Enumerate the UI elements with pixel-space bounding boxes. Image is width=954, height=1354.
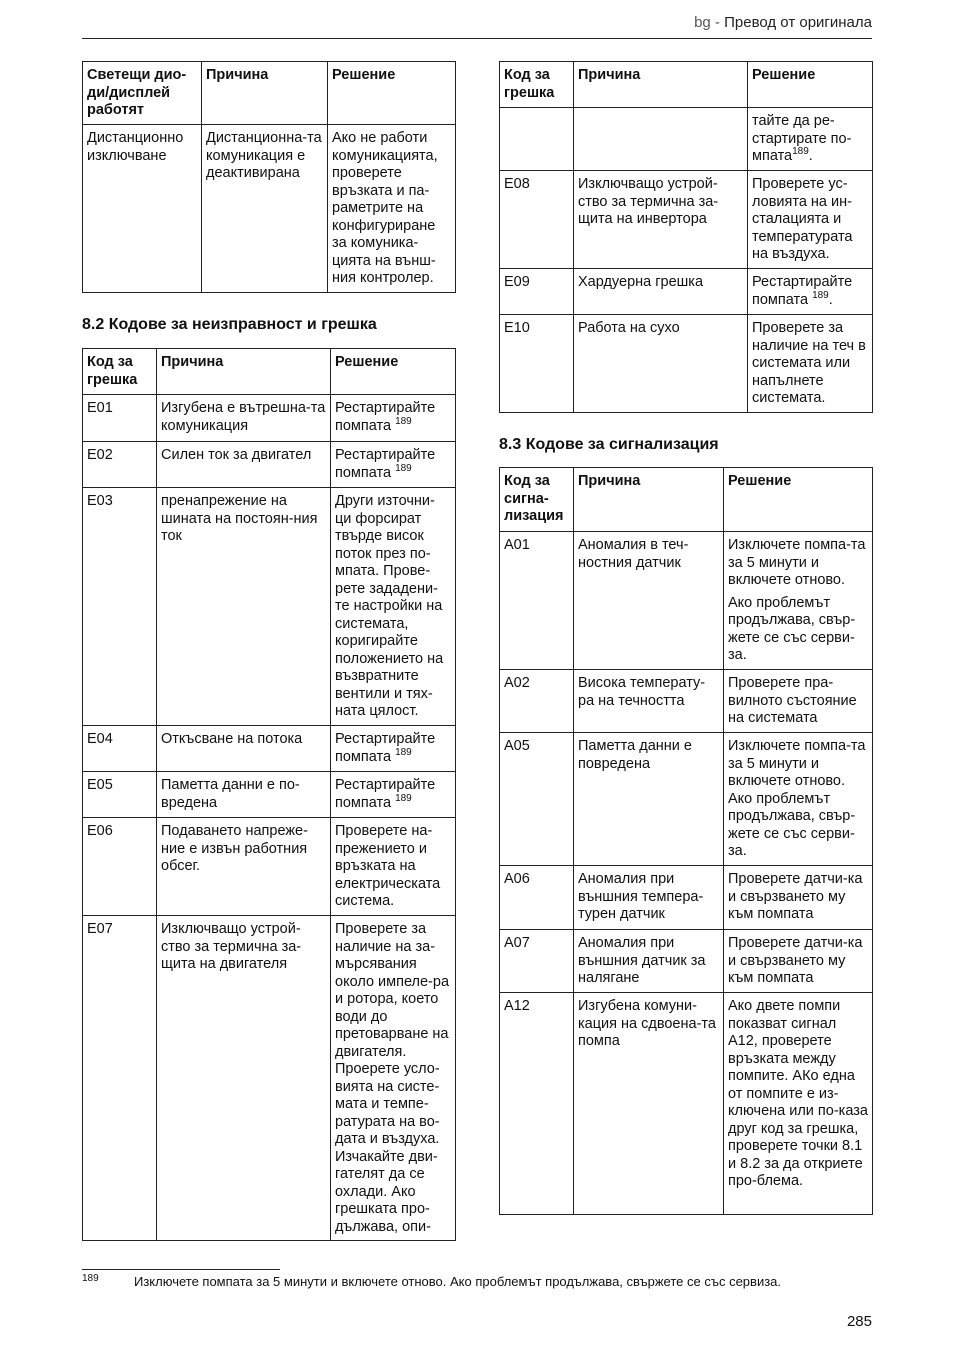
- cause-cell: Изгубена комуни-кация на сдвоена-та помпа: [574, 993, 724, 1215]
- solution-text: Рестартирайте помпата: [335, 447, 436, 481]
- solution-cell: [331, 395, 456, 442]
- solution-text: Рестартирайте помпата: [752, 274, 853, 308]
- cause-cell: Аномалия при външния датчик за налягане: [574, 930, 724, 993]
- solution-cell: [724, 532, 873, 670]
- code-cell: E08: [500, 171, 574, 269]
- table-row: [500, 532, 873, 670]
- cause-cell: Паметта данни е повредена: [574, 733, 724, 866]
- solution-cell: Проверете пра-вилното състояние на системата: [724, 670, 873, 733]
- cause-cell: [574, 108, 748, 171]
- solution-cell: Други източни-ци форсират твърде висок поток през по-мпата. Прове-рете зададени-те настройки на системата, коригирайте положението на възвратните вентили и тях-ната цялост.: [331, 488, 456, 726]
- footnote-ref: 189: [395, 462, 412, 474]
- solution-cell: Проверете на-прежението и връзката на електрическата система.: [331, 818, 456, 916]
- table-row: [83, 395, 456, 442]
- cause-cell: Откъсване на потока: [157, 726, 331, 772]
- table-row: [83, 125, 456, 293]
- cause-cell: Силен ток за двигател: [157, 442, 331, 488]
- footnote-rule: [82, 1269, 280, 1270]
- section-heading-8-3: 8.3 Кодове за сигнализация: [499, 436, 719, 453]
- table-header-row: [500, 468, 873, 532]
- column-header: Причина: [202, 62, 328, 125]
- table-row: [500, 108, 873, 171]
- solution-cell: Проверете ус-ловията на ин-сталацията и температурата на въздуха.: [748, 171, 873, 269]
- cause-cell: Паметта данни е по-вредена: [157, 772, 331, 818]
- column-header: Причина: [574, 62, 748, 108]
- cause-cell: Аномалия в теч-ностния датчик: [574, 532, 724, 670]
- footnote-ref: 189: [395, 792, 412, 804]
- table-row: [500, 315, 873, 413]
- cause-cell: Подаването напреже-ние е извън работния обсег.: [157, 818, 331, 916]
- table-row: [83, 818, 456, 916]
- solution-cell: Проверете за наличие на за-мърсявания около импеле-ра и ротора, което води до претоварване на двигателя. Проерете усло-вията на систе-мата и темпе-ратурата на во-дата и въздуха. Изчакайте дви-гателят да се охлади. Ако грешката про-дължава, опи-: [331, 916, 456, 1241]
- code-cell: E06: [83, 818, 157, 916]
- code-cell: E07: [83, 916, 157, 1241]
- solution-text: Рестартирайте помпата: [335, 400, 436, 434]
- column-header: Код за сигна-лизация: [500, 468, 574, 532]
- code-cell: A07: [500, 930, 574, 993]
- section-heading-8-2: 8.2 Кодове за неизправност и грешка: [82, 316, 377, 333]
- solution-cell: Изключете помпа-та за 5 минути и включете отново. Ако проблемът продължава, свър-жете се със серви-за.: [724, 733, 873, 866]
- error-codes-table: [82, 348, 456, 1241]
- footnote-ref: 189: [395, 746, 412, 758]
- cause-cell: Работа на сухо: [574, 315, 748, 413]
- footnote-text: Изключете помпата за 5 минути и включете отново. Ако проблемът продължава, свържете се със сервиза.: [134, 1274, 782, 1289]
- cause-cell: пренапрежение на шината на постоян-ния ток: [157, 488, 331, 726]
- led-status-table: [82, 61, 456, 293]
- solution-cell: [748, 108, 873, 171]
- sentence-end: .: [828, 291, 833, 308]
- sentence-end: .: [808, 148, 813, 164]
- table-row: [83, 916, 456, 1241]
- table-row: [83, 488, 456, 726]
- code-cell: E01: [83, 395, 157, 442]
- code-cell: E02: [83, 442, 157, 488]
- solution-cell: Проверете за наличие на теч в системата или напълнете системата.: [748, 315, 873, 413]
- column-header: Решение: [724, 468, 873, 532]
- code-cell: A01: [500, 532, 574, 670]
- error-codes-table-continued: [499, 61, 873, 413]
- cause-cell: Дистанционна-та комуникация е деактивирана: [202, 125, 328, 293]
- code-cell: [500, 108, 574, 171]
- solution-text-2: Ако проблемът продължава, свър-жете се със серви-за.: [728, 594, 856, 663]
- code-cell: E09: [500, 269, 574, 315]
- code-cell: E03: [83, 488, 157, 726]
- cause-cell: Хардуерна грешка: [574, 269, 748, 315]
- footnote-ref: 189: [792, 146, 809, 157]
- alarm-codes-table: [499, 467, 873, 1215]
- table-row: [500, 866, 873, 930]
- column-header: Причина: [157, 349, 331, 395]
- column-header: Решение: [748, 62, 873, 108]
- cause-cell: Висока температу-ра на течността: [574, 670, 724, 733]
- code-cell: A02: [500, 670, 574, 733]
- code-cell: E10: [500, 315, 574, 413]
- footnote-ref: 189: [395, 415, 412, 427]
- table-header-row: [500, 62, 873, 108]
- code-cell: A12: [500, 993, 574, 1215]
- table-row: [500, 733, 873, 866]
- header-rule: [82, 38, 872, 39]
- code-cell: A06: [500, 866, 574, 930]
- solution-cell: [331, 772, 456, 818]
- code-cell: E05: [83, 772, 157, 818]
- code-cell: A05: [500, 733, 574, 866]
- solution-cell: [331, 442, 456, 488]
- language-code: bg: [694, 14, 711, 31]
- header-title: Превод от оригинала: [724, 14, 872, 31]
- solution-cell: Ако не работи комуникацията, проверете връзката и па-раметрите на конфигуриране за комуника-цията на външ-ния контролер.: [328, 125, 456, 293]
- solution-text: Рестартирайте помпата: [335, 777, 436, 811]
- solution-cell: Проверете датчи-ка и свързването му към помпата: [724, 930, 873, 993]
- status-cell: Дистанционно изключване: [83, 125, 202, 293]
- header-separator: -: [710, 14, 725, 31]
- column-header: Причина: [574, 468, 724, 532]
- table-row: [500, 269, 873, 315]
- solution-text: Изключете помпа-та за 5 минути и включете отново.: [728, 537, 866, 588]
- table-row: [83, 726, 456, 772]
- solution-text: тайте да ре-стартирате по-мпата: [752, 113, 852, 164]
- column-header: Решение: [331, 349, 456, 395]
- column-header: Код за грешка: [500, 62, 574, 108]
- cause-cell: Изключващо устрой-ство за термична за-щита на двигателя: [157, 916, 331, 1241]
- solution-cell: [331, 726, 456, 772]
- solution-cell: Ако двете помпи показват сигнал A12, проверете връзката между помпите. АКо една от помпите е из-ключена или по-каза друг код за грешка, проверете точки 8.1 и 8.2 за да откриете про-блема.: [724, 993, 873, 1215]
- column-header: Решение: [328, 62, 456, 125]
- table-header-row: [83, 349, 456, 395]
- running-header: [694, 14, 872, 31]
- table-row: [83, 442, 456, 488]
- solution-cell: [748, 269, 873, 315]
- cause-cell: Изключващо устрой-ство за термична за-щита на инвертора: [574, 171, 748, 269]
- table-row: [500, 171, 873, 269]
- table-row: [500, 993, 873, 1215]
- page-number: 285: [846, 1313, 872, 1330]
- code-cell: E04: [83, 726, 157, 772]
- solution-cell: Проверете датчи-ка и свързването му към помпата: [724, 866, 873, 930]
- cause-cell: Аномалия при външния темпера-турен датчик: [574, 866, 724, 930]
- table-row: [500, 670, 873, 733]
- footnote-ref: 189: [812, 289, 829, 301]
- table-row: [500, 930, 873, 993]
- column-header: Светещи дио-ди/дисплей работят: [83, 62, 202, 125]
- cause-cell: Изгубена е вътрешна-та комуникация: [157, 395, 331, 442]
- footnote-number: 189: [82, 1273, 99, 1284]
- table-header-row: [83, 62, 456, 125]
- table-row: [83, 772, 456, 818]
- column-header: Код за грешка: [83, 349, 157, 395]
- solution-text: Рестартирайте помпата: [335, 731, 436, 765]
